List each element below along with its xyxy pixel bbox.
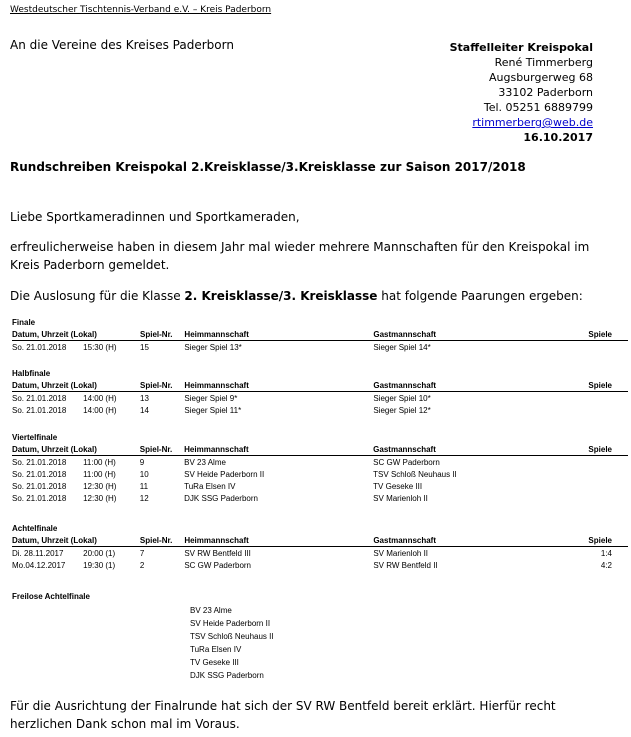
cell-time: 11:00 (H) [83,469,116,479]
table-row [12,341,628,354]
column-header: Gastmannschaft [373,380,572,392]
cell-time: 14:00 (H) [83,405,117,415]
cell-home: SC GW Paderborn [184,560,252,570]
column-header: Gastmannschaft [373,329,572,341]
intro-paragraph: erfreulicherweise haben in diesem Jahr mal wieder mehrere Mannschaften für den Kreispokal im Kreis Paderborn gemeldet. [10,240,590,272]
cell-guest: SV Marienloh II [373,548,429,558]
cell-home: Sieger Spiel 13* [184,342,242,352]
sender-name: René Timmerberg [494,56,593,69]
greeting: Liebe Sportkameradinnen und Sportkameraden, [10,210,300,224]
cell-date: So. 21.01.2018 [12,493,67,503]
cell-score [573,492,628,504]
cell-home: Sieger Spiel 9* [184,393,238,403]
cell-date: Di. 28.11.2017 [12,548,64,558]
fixture-table [12,535,628,571]
cell-date: So. 21.01.2018 [12,469,67,479]
column-header: Datum, Uhrzeit (Lokal) [12,380,140,392]
draw-paragraph [10,287,610,305]
sender-phone: Tel. 05251 6889799 [483,101,593,114]
cell-home: Sieger Spiel 11* [184,405,242,415]
sender-title: Staffelleiter Kreispokal [449,41,593,54]
cell-nr: 7 [139,548,145,558]
table-row [12,404,628,416]
column-header: Spiele [573,380,628,392]
recipient-line: An die Vereine des Kreises Paderborn [10,38,234,52]
cell-time: 14:00 (H) [83,393,117,403]
column-header: Heimmannschaft [184,329,373,341]
sender-block [353,40,593,145]
cell-nr: 10 [139,469,149,479]
cell-date: So. 21.01.2018 [12,342,67,352]
column-header: Spiel-Nr. [140,444,184,456]
column-header: Datum, Uhrzeit (Lokal) [12,329,140,341]
list-item: TSV Schloß Neuhaus II [190,632,274,641]
cell-date: So. 21.01.2018 [12,481,67,491]
cell-guest: TV Geseke III [373,481,423,491]
cell-time: 19:30 (1) [83,560,116,570]
cell-home: SV RW Bentfeld III [184,548,251,558]
column-header: Spiel-Nr. [140,535,184,547]
cell-nr: 2 [139,560,145,570]
column-header: Heimmannschaft [184,444,373,456]
cell-home: SV Heide Paderborn II [184,469,265,479]
column-header: Datum, Uhrzeit (Lokal) [12,535,140,547]
column-header: Gastmannschaft [373,444,573,456]
table-row [12,492,628,504]
cell-time: 12:30 (H) [83,493,117,503]
table-row [12,456,628,469]
cell-score [573,404,628,416]
round-title: Viertelfinale [12,433,58,442]
fixture-table [12,444,628,504]
cell-guest: TSV Schloß Neuhaus II [373,469,457,479]
cell-guest: Sieger Spiel 10* [373,393,431,403]
cell-nr: 15 [140,342,149,352]
round-title: Halbfinale [12,369,51,378]
cell-time: 15:30 (H) [83,342,117,352]
fixture-table [12,380,628,416]
draw-text-after: hat folgende Paarungen ergeben: [377,289,583,303]
list-item: TV Geseke III [190,658,239,667]
list-item: TuRa Elsen IV [190,645,242,654]
table-header-row [12,444,628,456]
list-item: SV Heide Paderborn II [190,619,271,628]
cell-score [573,341,628,354]
column-header: Gastmannschaft [373,535,572,547]
column-header: Spiele [573,329,628,341]
cell-guest: SV Marienloh II [373,493,428,503]
draw-text-bold: 2. Kreisklasse/3. Kreisklasse [184,289,378,303]
cell-score: 4:2 [600,560,612,570]
round-title: Finale [12,318,36,327]
cell-guest: SC GW Paderborn [373,457,440,467]
table-row [12,392,628,405]
cell-nr: 12 [139,493,149,503]
freilose-title: Freilose Achtelfinale [12,592,90,601]
letter-date: 16.10.2017 [523,131,593,144]
cell-nr: 9 [139,457,145,467]
table-row [12,547,628,560]
cell-score [573,392,628,405]
draw-text-before: Die Auslosung für die Klasse [10,289,185,303]
cell-date: So. 21.01.2018 [12,457,67,467]
closing-paragraph: Für die Ausrichtung der Finalrunde hat sich der SV RW Bentfeld bereit erklärt. Hierfür recht herzlichen Dank schon mal im Voraus. [10,699,556,731]
list-item: DJK SSG Paderborn [190,671,264,680]
column-header: Spiel-Nr. [140,329,184,341]
cell-home: TuRa Elsen IV [184,481,236,491]
cell-nr: 14 [140,405,149,415]
cell-nr: 11 [139,481,149,491]
column-header: Heimmannschaft [184,535,373,547]
table-row [12,480,628,492]
cell-time: 20:00 (1) [83,548,116,558]
cell-guest: SV RW Bentfeld II [373,560,438,570]
cell-score [573,456,628,469]
table-row [12,468,628,480]
cell-home: BV 23 Alme [184,457,226,467]
column-header: Spiel-Nr. [140,380,184,392]
organization-header: Westdeutscher Tischtennis-Verband e.V. – Kreis Paderborn [10,5,272,15]
column-header: Datum, Uhrzeit (Lokal) [12,444,140,456]
round-title: Achtelfinale [12,524,58,533]
document-heading: Rundschreiben Kreispokal 2.Kreisklasse/3.Kreisklasse zur Saison 2017/2018 [10,160,526,174]
cell-nr: 13 [140,393,149,403]
table-header-row [12,329,628,341]
sender-city: 33102 Paderborn [498,86,593,99]
fixture-table [12,329,628,353]
cell-date: So. 21.01.2018 [12,405,67,415]
column-header: Spiele [573,535,628,547]
table-header-row [12,380,628,392]
cell-guest: Sieger Spiel 12* [373,405,431,415]
column-header: Spiele [573,444,628,456]
cell-home: DJK SSG Paderborn [184,493,258,503]
cell-score [573,468,628,480]
list-item: BV 23 Alme [190,606,232,615]
table-header-row [12,535,628,547]
column-header: Heimmannschaft [184,380,373,392]
sender-street: Augsburgerweg 68 [488,71,593,84]
cell-date: So. 21.01.2018 [12,393,67,403]
sender-email-link[interactable]: rtimmerberg@web.de [472,116,593,129]
freilose-list [190,604,274,682]
cell-time: 12:30 (H) [83,481,117,491]
cell-date: Mo.04.12.2017 [12,560,66,570]
cell-guest: Sieger Spiel 14* [373,342,431,352]
cell-score [573,480,628,492]
table-row [12,559,628,571]
cell-time: 11:00 (H) [83,457,116,467]
cell-score: 1:4 [600,548,612,558]
